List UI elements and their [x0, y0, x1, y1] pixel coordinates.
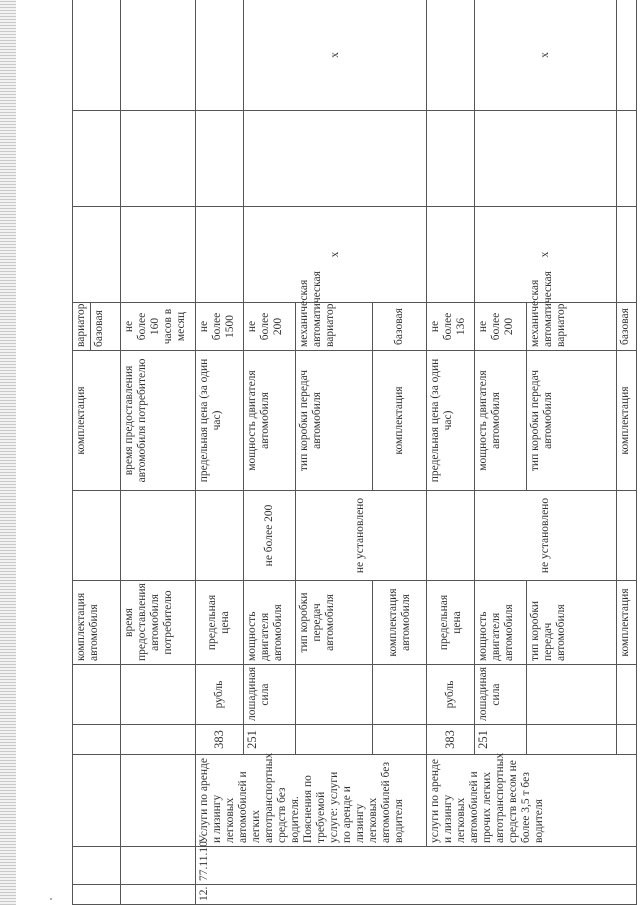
value-cell: предельная цена (за один час): [196, 351, 244, 491]
service-name: услуги по аренде и лизингу легковых автомобилей и прочих легких автотранспортных средств весом не более 3,5 т без водителя: [427, 755, 637, 847]
empty-cell: [120, 0, 196, 111]
empty-cell: [73, 725, 121, 755]
rotated-document-page: [72, 0, 637, 905]
empty-cell: [617, 207, 637, 303]
empty-cell: [617, 491, 637, 581]
empty-cell: [617, 725, 637, 755]
empty-cell: [526, 665, 617, 725]
empty-cell: [73, 885, 121, 905]
value-cell: предельная цена (за один час): [427, 351, 475, 491]
characteristic-cell: тип коробки передач автомобиля: [295, 581, 373, 665]
empty-cell: [427, 491, 475, 581]
limit-cell: не установлено: [295, 491, 427, 581]
empty-cell: [196, 491, 244, 581]
characteristic-cell: комплектация: [617, 581, 637, 665]
characteristic-cell: предельная цена: [196, 581, 244, 665]
option-cell: не более 160 часов в месяц: [120, 303, 196, 351]
scan-edge-strip: [0, 0, 16, 905]
characteristic-cell: предельная цена: [427, 581, 475, 665]
empty-cell: [427, 0, 475, 111]
table-row: [427, 0, 475, 905]
empty-cell: [120, 207, 196, 303]
empty-cell: [196, 111, 244, 207]
characteristic-cell: время предоставления автомобиля потребителю: [120, 581, 196, 665]
empty-cell: [295, 665, 373, 725]
value-cell: комплектация: [617, 351, 637, 491]
limit-cell: не более 200: [474, 303, 526, 351]
empty-cell: [120, 491, 196, 581]
empty-cell: [120, 755, 196, 847]
value-cell: время предоставления автомобиля потребителю: [120, 351, 196, 491]
empty-cell: [120, 111, 196, 207]
empty-cell: [73, 847, 121, 885]
limit-cell: не более 136: [427, 303, 475, 351]
characteristic-cell: комплектация автомобиля: [373, 581, 427, 665]
empty-cell: [373, 665, 427, 725]
empty-cell: [73, 111, 121, 207]
option-item: вариатор: [75, 303, 87, 347]
empty-cell: [196, 207, 244, 303]
cross-mark: x: [243, 207, 427, 303]
scan-speck: [50, 898, 52, 900]
empty-cell: [120, 847, 196, 885]
characteristic-cell: мощность двигателя автомобиля: [474, 581, 526, 665]
unit-code: 251: [243, 725, 295, 755]
option-cell: базовая: [373, 303, 427, 351]
characteristic-cell: комплектация автомобиля: [73, 581, 121, 665]
limit-cell: не более 1500: [196, 303, 244, 351]
empty-cell: [243, 111, 427, 207]
unit-name: лошадиная сила: [243, 665, 295, 725]
empty-cell: [73, 755, 121, 847]
empty-cell: [474, 111, 617, 207]
option-cell: механическая автоматическая вариатор: [526, 303, 617, 351]
empty-cell: [73, 207, 121, 303]
empty-cell: [73, 665, 121, 725]
limit-cell: не более 200: [243, 303, 295, 351]
table-row: [120, 0, 196, 905]
unit-code: 251: [474, 725, 526, 755]
empty-cell: [120, 665, 196, 725]
unit-code: 383: [427, 725, 475, 755]
value-cell: комплектация: [73, 351, 121, 491]
characteristics-table: [72, 0, 637, 905]
unit-name: рубль: [196, 665, 244, 725]
empty-cell: [373, 725, 427, 755]
cross-mark: x: [474, 207, 617, 303]
cross-mark: x: [243, 0, 427, 111]
unit-code: 383: [196, 725, 244, 755]
empty-cell: [617, 111, 637, 207]
empty-cell: [617, 665, 637, 725]
limit-cell: не более 200: [243, 491, 295, 581]
characteristic-cell: мощность двигателя автомобиля: [243, 581, 295, 665]
characteristic-cell: тип коробки передач автомобиля: [526, 581, 617, 665]
empty-cell: [526, 725, 617, 755]
table-row: [73, 0, 121, 905]
empty-cell: [120, 725, 196, 755]
empty-cell: [73, 0, 121, 111]
empty-cell: [427, 111, 475, 207]
empty-cell: [120, 885, 196, 905]
empty-cell: [427, 207, 475, 303]
okpd-code: 77.11.10: [196, 847, 637, 885]
empty-cell: [617, 0, 637, 111]
value-cell: тип коробки передач автомобиля: [295, 351, 373, 491]
option-cell: [73, 303, 121, 351]
table-row: [196, 0, 244, 905]
empty-cell: [295, 725, 373, 755]
value-cell: мощность двигателя автомобиля: [243, 351, 295, 491]
row-number: 12.: [196, 885, 637, 905]
limit-cell: не установлено: [474, 491, 617, 581]
value-cell: тип коробки передач автомобиля: [526, 351, 617, 491]
option-item: базовая: [90, 303, 106, 350]
unit-name: лошадиная сила: [474, 665, 526, 725]
empty-cell: [196, 0, 244, 111]
option-cell: базовая: [617, 303, 637, 351]
cross-mark: x: [474, 0, 617, 111]
unit-name: рубль: [427, 665, 475, 725]
option-cell: механическая автоматическая вариатор: [295, 303, 373, 351]
value-cell: мощность двигателя автомобиля: [474, 351, 526, 491]
value-cell: комплектация: [373, 351, 427, 491]
service-name: Услуги по аренде и лизингу легковых автомобилей и легких автотранспортных средств без водителя. Пояснения по требуемой услуге: услуги по аренде и лизингу легковых автомобилей без водителя: [196, 755, 427, 847]
empty-cell: [73, 491, 121, 581]
